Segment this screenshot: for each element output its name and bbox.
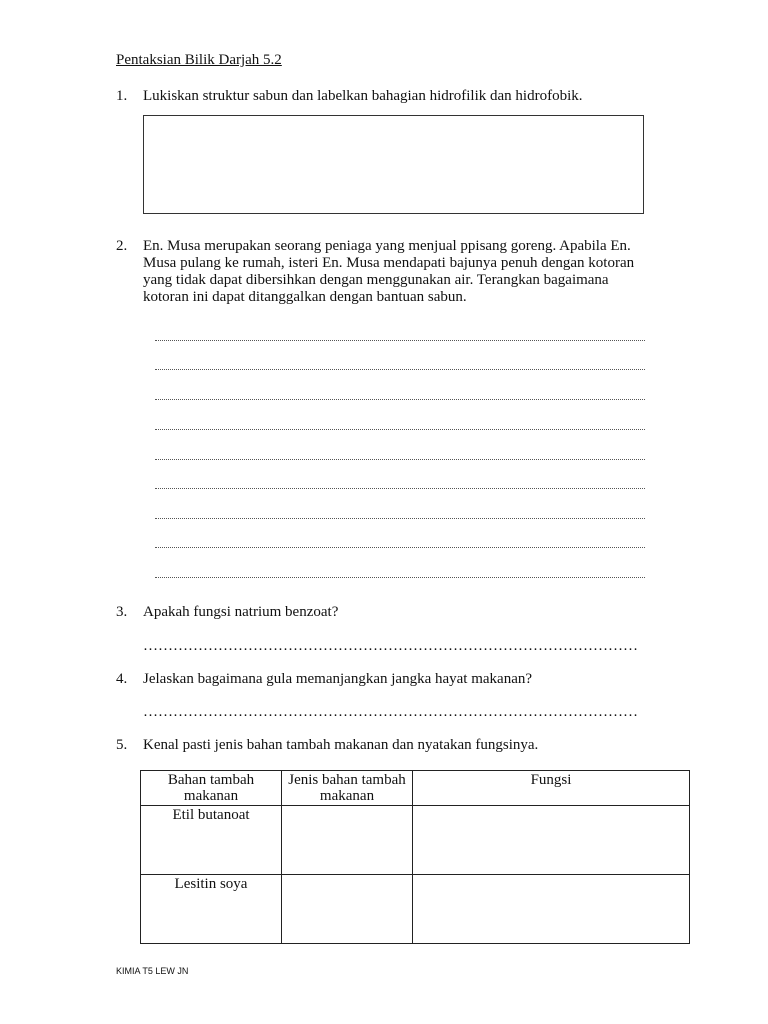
- table-cell-additive: Lesitin soya: [141, 875, 282, 944]
- page-footer: KIMIA T5 LEW JN: [116, 966, 189, 976]
- table-header-row: [141, 771, 690, 806]
- table-header-cell: Bahan tambah makanan: [141, 771, 282, 806]
- table-cell-type-answer[interactable]: [282, 875, 413, 944]
- answer-dotted-line[interactable]: ………………………………………………………………………………………: [143, 638, 638, 654]
- question-number: 1.: [116, 88, 128, 104]
- question-number: 5.: [116, 737, 128, 753]
- answer-dotted-line[interactable]: ………………………………………………………………………………………: [143, 704, 638, 720]
- question-text: Lukiskan struktur sabun dan labelkan bahagian hidrofilik dan hidrofobik.: [143, 88, 583, 104]
- question-number: 4.: [116, 671, 128, 687]
- answer-line[interactable]: [155, 547, 645, 548]
- answer-line[interactable]: [155, 399, 645, 400]
- question-text: Jelaskan bagaimana gula memanjangkan jangka hayat makanan?: [143, 671, 533, 687]
- question-text: Kenal pasti jenis bahan tambah makanan dan nyatakan fungsinya.: [143, 737, 539, 753]
- food-additive-table: [140, 770, 690, 944]
- answer-line[interactable]: [155, 577, 645, 578]
- question-text: Apakah fungsi natrium benzoat?: [143, 604, 339, 620]
- table-header-cell: Fungsi: [413, 771, 690, 806]
- table-cell-type-answer[interactable]: [282, 806, 413, 875]
- answer-line[interactable]: [155, 518, 645, 519]
- table-cell-additive: Etil butanoat: [141, 806, 282, 875]
- table-row: [141, 875, 690, 944]
- table-cell-function-answer[interactable]: [413, 806, 690, 875]
- answer-line[interactable]: [155, 488, 645, 489]
- question-text: En. Musa merupakan seorang peniaga yang menjual ppisang goreng. Apabila En. Musa pulang ke rumah, isteri En. Musa mendapati bajunya penuh dengan kotoran yang tidak dapat dibersihkan dengan menggunakan air. Terangkan bagaimana kotoran ini dapat ditanggalkan dengan bantuan sabun.: [143, 238, 635, 305]
- table-cell-function-answer[interactable]: [413, 875, 690, 944]
- table-header-cell: Jenis bahan tambah makanan: [282, 771, 413, 806]
- answer-line[interactable]: [155, 429, 645, 430]
- answer-line[interactable]: [155, 369, 645, 370]
- table-row: [141, 806, 690, 875]
- worksheet-title: Pentaksian Bilik Darjah 5.2: [116, 52, 282, 68]
- answer-line[interactable]: [155, 459, 645, 460]
- question-number: 3.: [116, 604, 128, 620]
- answer-line[interactable]: [155, 340, 645, 341]
- drawing-answer-box[interactable]: [143, 115, 644, 214]
- question-number: 2.: [116, 238, 128, 254]
